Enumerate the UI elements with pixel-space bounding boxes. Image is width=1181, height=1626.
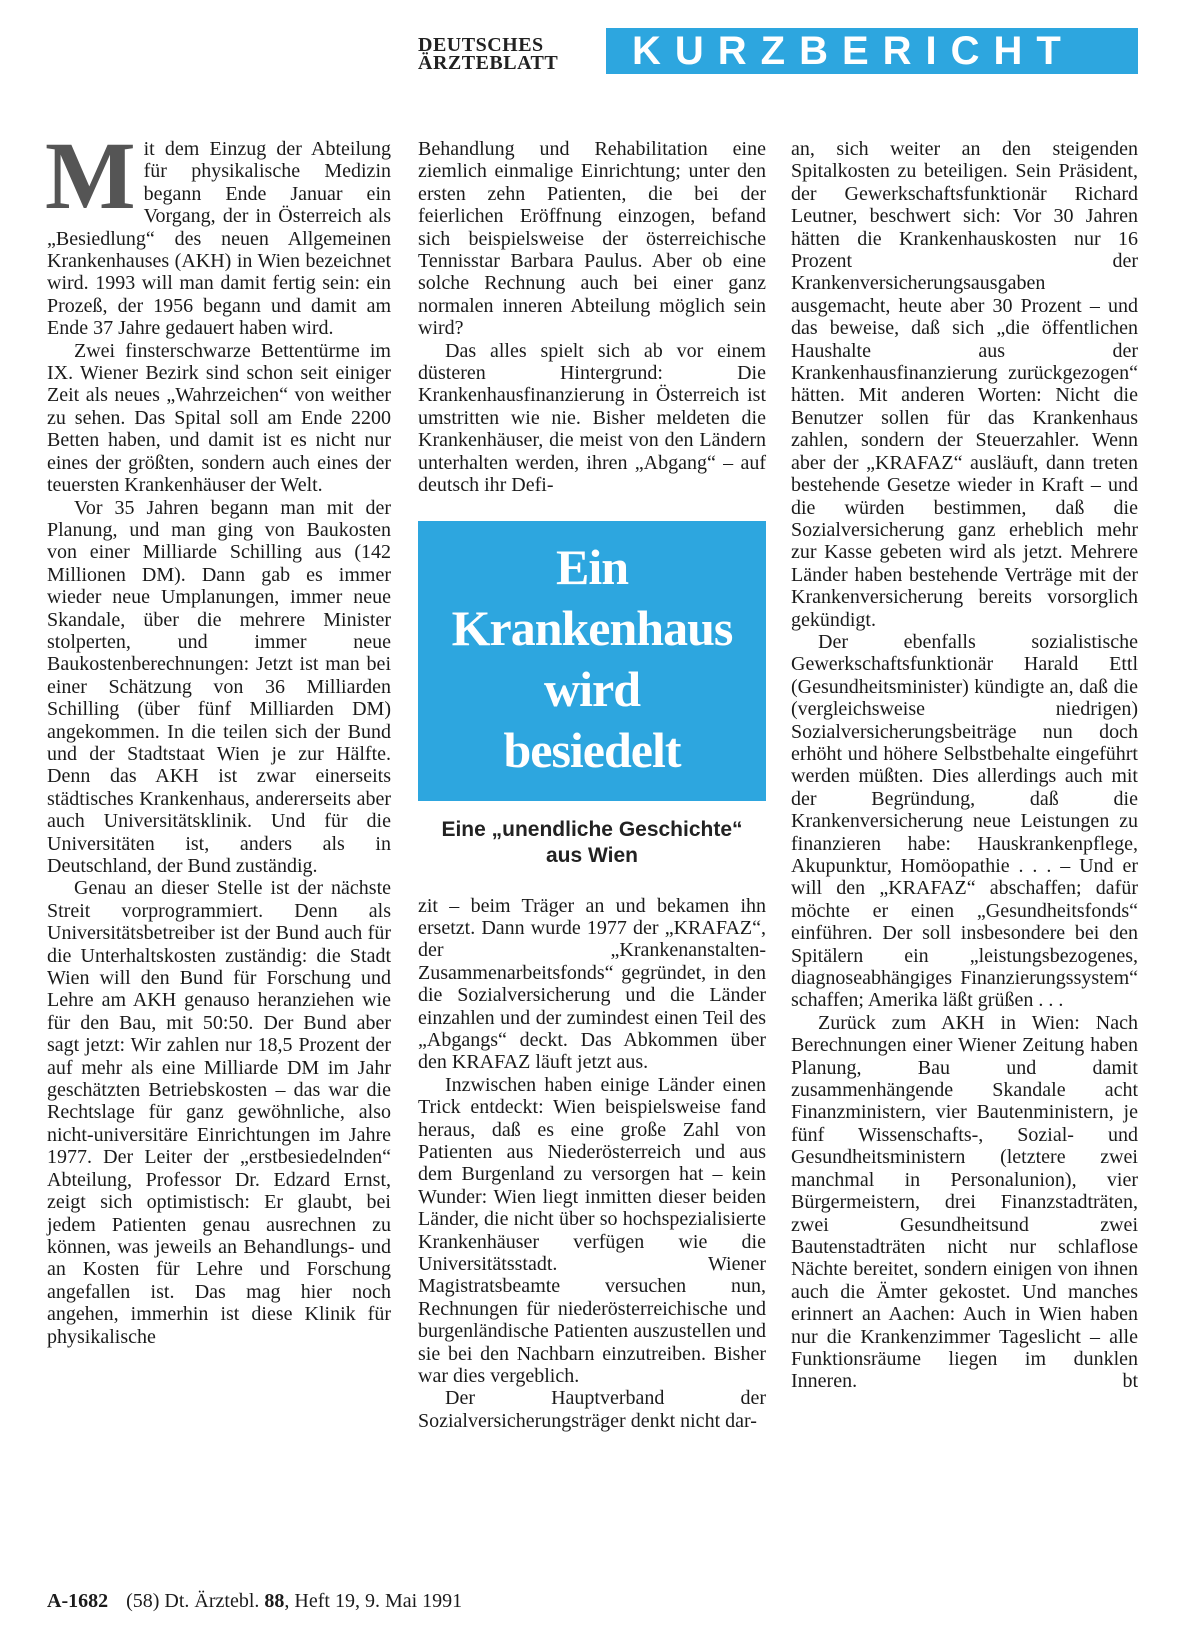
- paragraph: [791, 1012, 1138, 1393]
- subheadline-line: Eine „unendliche Geschichte“: [441, 817, 743, 841]
- headline-line: Ein: [555, 538, 629, 595]
- paragraph: zit – beim Träger an und bekamen ihn ersetzt. Dann wurde 1977 der „KRAFAZ“, der „Krankenanstalten-Zusammenarbeitsfonds“ gegründet, in den die Sozialversicherung und die Länder einzahlen und der zumindest einen Teil des „Abgangs“ deckt. Das Abkommen über den KRAFAZ läuft jetzt aus.: [418, 894, 766, 1074]
- masthead-line2: ÄRZTEBLATT: [418, 52, 559, 74]
- paragraph: Behandlung und Rehabilitation eine ziemlich einmalige Einrichtung; unter den ersten zehn Patienten, die bei der feierlichen Eröffnung einzogen, befand sich beispielsweise der österreichische Tennisstar Barbara Paulus. Aber ob eine solche Rechnung auch bei einer ganz normalen inneren Abteilung möglich sein wird?: [418, 138, 766, 340]
- paragraph-lead: [45, 122, 391, 340]
- citation-volume: 88: [264, 1590, 285, 1612]
- paragraph: Zwei finsterschwarze Bettentürme im IX. Wiener Bezirk sind schon seit einiger Zeit als neues „Wahrzeichen“ von weither zu sehen. Das Spital soll am Ende 2200 Betten haben, und damit ist es nicht nur eines der größten, sondern auch eines der teuersten Krankenhäuser der Welt.: [47, 339, 391, 497]
- paragraph-text: Zurück zum AKH in Wien: Nach Berechnungen einer Wiener Zeitung haben Planung, Bau und damit zusammenhängende Skandale acht Finanzministern, vier Bautenministern, je fünf Wissenschafts-, Sozial- und Gesundheitsministern (letztere zwei manchmal in Personalunion), vier Bürgermeistern, drei Finanzstadträten, zwei Gesundheitsund zwei Bautenstadträten nicht nur schlaflose Nächte bereitet, sondern einigen von ihnen auch die Ämter gekostet. Und manches erinnert an Aachen: Auch in Wien haben nur die Krankenzimmer Tageslicht – alle Funktionsräume liegen im dunklen Inneren.: [791, 1011, 1138, 1393]
- page-header: [0, 0, 1181, 95]
- headline-line: Krankenhaus: [451, 599, 733, 656]
- article-column-1: [45, 122, 391, 1348]
- page-number: A-1682: [47, 1590, 109, 1612]
- paragraph: Der ebenfalls sozialistische Gewerkschaftsfunktionär Harald Ettl (Gesundheitsminister) kündigte an, daß die (vergleichsweise niedrigen) Sozialversicherungsbeiträge nun doch erhöht und höhere Selbstbehalte eingeführt werden müßten. Dies allerdings auch mit der Begründung, daß die Krankenversicherung neue Leistungen zu finanzieren habe: Hauskrankenpflege, Akupunktur, Homöopathie . . . – Und er will den „KRAFAZ“ abschaffen; dafür möchte er einen „Gesundheitsfonds“ einführen. Der soll insbesondere bei den Spitälern ein „leistungsbezogenes, diagnoseabhängiges Finanzierungssystem“ schaffen; Amerika läßt grüßen . . .: [791, 630, 1138, 1012]
- masthead-logo: [418, 36, 590, 72]
- section-rubric: KURZBERICHT: [606, 28, 1138, 74]
- masthead-line1: DEUTSCHES: [418, 34, 544, 56]
- paragraph: Der Hauptverband der Sozialversicherungsträger denkt nicht dar-: [418, 1387, 766, 1432]
- paragraph: Das alles spielt sich ab vor einem düsteren Hintergrund: Die Krankenhausfinanzierung in Österreich ist umstritten wie nie. Bisher meldeten die Krankenhäuser, die meist von den Ländern unterhalten werden, ihren „Abgang“ – auf deutsch ihr Defi-: [418, 339, 766, 497]
- paragraph: Vor 35 Jahren begann man mit der Planung, und man ging von Baukosten von einer Milliarde Schilling aus (142 Millionen DM). Dann gab es immer wieder neue Umplanungen, immer neue Skandale, über die mehrere Minister stolperten, und immer neue Baukostenberechnungen: Jetzt ist man bei einer Schätzung von 36 Milliarden Schilling (über fünf Milliarden DM) angekommen. In die teilen sich der Bund und der Stadtstaat Wien je zur Hälfte. Denn das AKH ist zwar einerseits städtisches Krankenhaus, andererseits aber auch Universitätsklinik. Und für die Universitäten ist, anders als in Deutschland, der Bund zuständig.: [47, 496, 391, 877]
- page-footer: [47, 1590, 747, 1612]
- citation-prefix: (58) Dt. Ärztebl.: [126, 1590, 260, 1612]
- paragraph-text: it dem Einzug der Abteilung für physikalische Medizin begann Ende Januar ein Vorgang, der in Österreich als „Besiedlung“ des neuen Allgemeinen Krankenhauses (AKH) in Wien bezeichnet wird. 1993 will man damit fertig sein: ein Prozeß, der 1956 begann und damit am Ende 37 Jahre gedauert haben wird.: [47, 138, 391, 340]
- subheadline-line: aus Wien: [546, 843, 638, 867]
- article-column-2: [418, 138, 766, 1432]
- subheadline: [418, 817, 766, 869]
- paragraph: Inzwischen haben einige Länder einen Trick entdeckt: Wien beispielsweise fand heraus, daß es eine große Zahl von Patienten aus Niederösterreich und aus dem Burgenland zu versorgen hat – kein Wunder: Wien liegt inmitten dieser beiden Länder, die nicht über so hochspezialisierte Krankenhäuser verfügen wie die Universitätsstadt. Wiener Magistratsbeamte versuchen nun, Rechnungen für niederösterreichische und burgenländische Patienten auszustellen und sie bei den Nachbarn einzutreiben. Bisher war dies vergeblich.: [418, 1073, 766, 1388]
- drop-cap: M: [45, 122, 136, 229]
- article-column-3: [791, 138, 1138, 1393]
- paragraph: Genau an dieser Stelle ist der nächste Streit vorprogrammiert. Denn als Universitätsbetreiber ist der Bund auch für die Unterhaltskosten zuständig: die Stadt Wien will den Bund für Forschung und Lehre am AKH genauso heranziehen wie für den Bau, mit 50:50. Der Bund aber sagt jetzt: Wir zahlen nur 18,5 Prozent der auf mehr als eine Milliarde DM im Jahr geschätzten Betriebskosten – das war die Rechtslage für ganz gewöhnliche, also nicht-universitäre Einrichtungen im Jahre 1977. Der Leiter der „erstbesiedelnden“ Abteilung, Professor Dr. Edzard Ernst, zeigt sich optimistisch: Er glaubt, bei jedem Patienten genau ausrechnen zu können, was jeweils an Behandlungs- und an Kosten für Lehre und Forschung angefallen ist. Das mag hier noch angehen, immerhin ist diese Klinik für physikalische: [47, 877, 391, 1348]
- paragraph: an, sich weiter an den steigenden Spitalkosten zu beteiligen. Sein Präsident, der Gewerkschaftsfunktionär Richard Leutner, beschwert sich: Vor 30 Jahren hätten die Krankenhauskosten nur 16 Prozent der Krankenversicherungsausgaben ausgemacht, heute aber 30 Prozent – und das beweise, daß sich „die öffentlichen Haushalte aus der Krankenhausfinanzierung zurückgezogen“ hätten. Mit anderen Worten: Nicht die Benutzer sollen für das Krankenhaus zahlen, sondern der Steuerzahler. Wenn aber der „KRAFAZ“ ausläuft, dann treten bestehende Gesetze wieder in Kraft – und die würden bestimmen, daß die Sozialversicherung ganz erheblich mehr zur Kasse gebeten wird als jetzt. Mehrere Länder haben bestehende Verträge mit der Krankenversicherung bereits vorsorglich gekündigt.: [791, 138, 1138, 631]
- citation-suffix: , Heft 19, 9. Mai 1991: [284, 1590, 463, 1612]
- author-signature: bt: [1122, 1370, 1138, 1393]
- headline-line: wird: [544, 660, 640, 717]
- headline-box: [418, 521, 766, 801]
- headline-line: besiedelt: [503, 721, 681, 778]
